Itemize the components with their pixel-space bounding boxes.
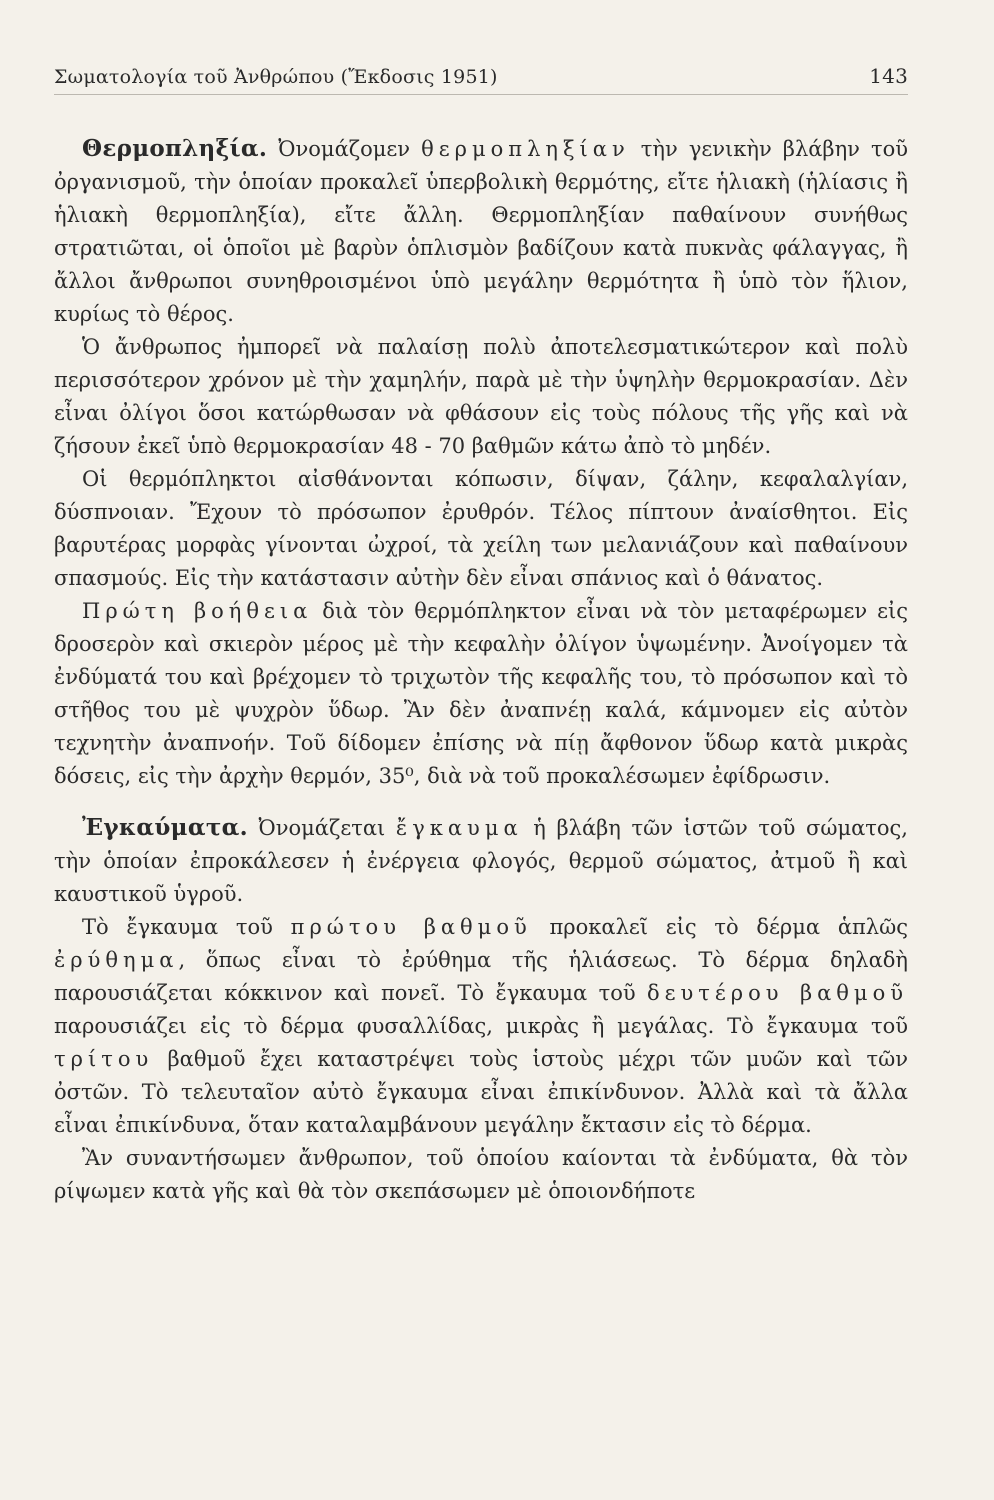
paragraph: Ὁ ἄνθρωπος ἠμπορεῖ νὰ παλαίσῃ πολὺ ἀποτελεσματικώτερον καὶ πολὺ περισσότερον χρόνον μὲ τὴν χαμηλήν, παρὰ μὲ τὴν ὑψηλὴν θερμοκρασίαν. Δὲν εἶναι ὀλίγοι ὅσοι κατώρθωσαν νὰ φθάσουν εἰς τοὺς πόλους τῆς γῆς καὶ νὰ ζήσουν ἐκεῖ ὑπὸ θερμοκρασίαν 48 - 70 βαθμῶν κάτω ἀπὸ τὸ μηδέν. [54,335,908,458]
text-run: ἡ βλάβη τῶν ἱστῶν τοῦ σώματος, τὴν ὁποίαν ἐπροκάλεσεν ἡ ἐνέργεια φλογός, θερμοῦ σώματος, ἀτμοῦ ἢ καὶ καυστικοῦ ὑγροῦ. [54,816,908,906]
emphasized-term: ἔγκαυμα [395,816,523,840]
text-run: Ὀνομάζομεν [267,137,422,161]
text-run: Ὀνομάζεται [247,816,396,840]
page-number: 143 [869,64,908,88]
paragraph [54,911,908,1142]
paragraph: Οἱ θερμόπληκτοι αἰσθάνονται κόπωσιν, δίψαν, ζάλην, κεφαλαλγίαν, δύσπνοιαν. Ἔχουν τὸ πρόσωπον ἐρυθρόν. Τέλος πίπτουν ἀναίσθητοι. Εἰς βαρυτέρας μορφὰς γίνονται ὠχροί, τὰ χείλη των μελανιάζουν καὶ παθαίνουν σπασμούς. Εἰς τὴν κατάστασιν αὐτὴν δὲν εἶναι σπάνιος καὶ ὁ θάνατος. [54,467,908,590]
section-burns [54,811,908,1208]
emphasized-term: θερμοπληξίαν [421,137,630,161]
running-header [54,64,908,90]
emphasized-term: Πρώτη βοήθεια [82,599,313,623]
section-heatstroke [54,132,908,793]
header-rule [54,94,908,95]
paragraph [54,811,908,911]
text-run: Τὸ ἔγκαυμα τοῦ [82,915,291,939]
text-run: προκαλεῖ εἰς τὸ δέρμα ἁπλῶς [531,915,909,939]
header-title: Σωματολογία τοῦ Ἀνθρώπου (Ἔκδοσις 1951) [54,66,498,88]
page-body [54,132,908,1208]
emphasized-term: τρίτου [54,1047,154,1071]
section-heading: Ἐγκαύματα. [82,814,248,841]
section-heading: Θερμοπληξία. [82,135,268,162]
paragraph [54,132,908,331]
emphasized-term: πρώτου βαθμοῦ [290,915,532,939]
emphasized-term: δευτέρου βαθμοῦ [647,981,908,1005]
text-run: διὰ τὸν θερμόπληκτον εἶναι νὰ τὸν μεταφέρωμεν εἰς δροσερὸν καὶ σκιερὸν μέρος μὲ τὴν κεφαλὴν ὀλίγον ὑψωμένην. Ἀνοίγομεν τὰ ἐνδύματά του καὶ βρέχομεν τὸ τριχωτὸν τῆς κεφαλῆς του, τὸ πρόσωπον καὶ τὸ στῆθος του μὲ ψυχρὸν ὕδωρ. Ἂν δὲν ἀναπνέῃ καλά, κάμνομεν εἰς αὐτὸν τεχνητὴν ἀναπνοήν. Τοῦ δίδομεν ἐπίσης νὰ πίῃ ἄφθονον ὕδωρ κατὰ μικρὰς δόσεις, εἰς τὴν ἀρχὴν θερμόν, 35⁰, διὰ νὰ τοῦ προκαλέσωμεν ἐφίδρωσιν. [54,599,908,788]
paragraph: Ἂν συναντήσωμεν ἄνθρωπον, τοῦ ὁποίου καίονται τὰ ἐνδύματα, θὰ τὸν ρίψωμεν κατὰ γῆς καὶ θὰ τὸν σκεπάσωμεν μὲ ὁποιονδήποτε [54,1146,908,1203]
text-run: βαθμοῦ ἔχει καταστρέψει τοὺς ἱστοὺς μέχρι τῶν μυῶν καὶ τῶν ὀστῶν. Τὸ τελευταῖον αὐτὸ ἔγκαυμα εἶναι ἐπικίνδυνον. Ἀλλὰ καὶ τὰ ἄλλα εἶναι ἐπικίνδυνα, ὅταν καταλαμβάνουν μεγάλην ἔκτασιν εἰς τὸ δέρμα. [54,1047,908,1137]
paragraph [54,595,908,793]
emphasized-term: ἐρύθημα [54,948,179,972]
text-run: , ὅπως εἶναι τὸ ἐρύθημα τῆς ἡλιάσεως. Τὸ δέρμα δηλαδὴ παρουσιάζεται κόκκινον καὶ πονεῖ. Τὸ ἔγκαυμα τοῦ [54,948,908,1005]
text-run: τὴν γενικὴν βλάβην τοῦ ὀργανισμοῦ, τὴν ὁποίαν προκαλεῖ ὑπερβολικὴ θερμότης, εἴτε ἡλιακὴ (ἡλίασις ἢ ἡλιακὴ θερμοπληξία), εἴτε ἄλλη. Θερμοπληξίαν παθαίνουν συνήθως στρατιῶται, οἱ ὁποῖοι μὲ βαρὺν ὁπλισμὸν βαδίζουν κατὰ πυκνὰς φάλαγγας, ἢ ἄλλοι ἄνθρωποι συνηθροισμένοι ὑπὸ μεγάλην θερμότητα ἢ ὑπὸ τὸν ἥλιον, κυρίως τὸ θέρος. [54,137,909,326]
text-run: παρουσιάζει εἰς τὸ δέρμα φυσαλλίδας, μικρὰς ἢ μεγάλας. Τὸ ἔγκαυμα τοῦ [54,1014,908,1038]
